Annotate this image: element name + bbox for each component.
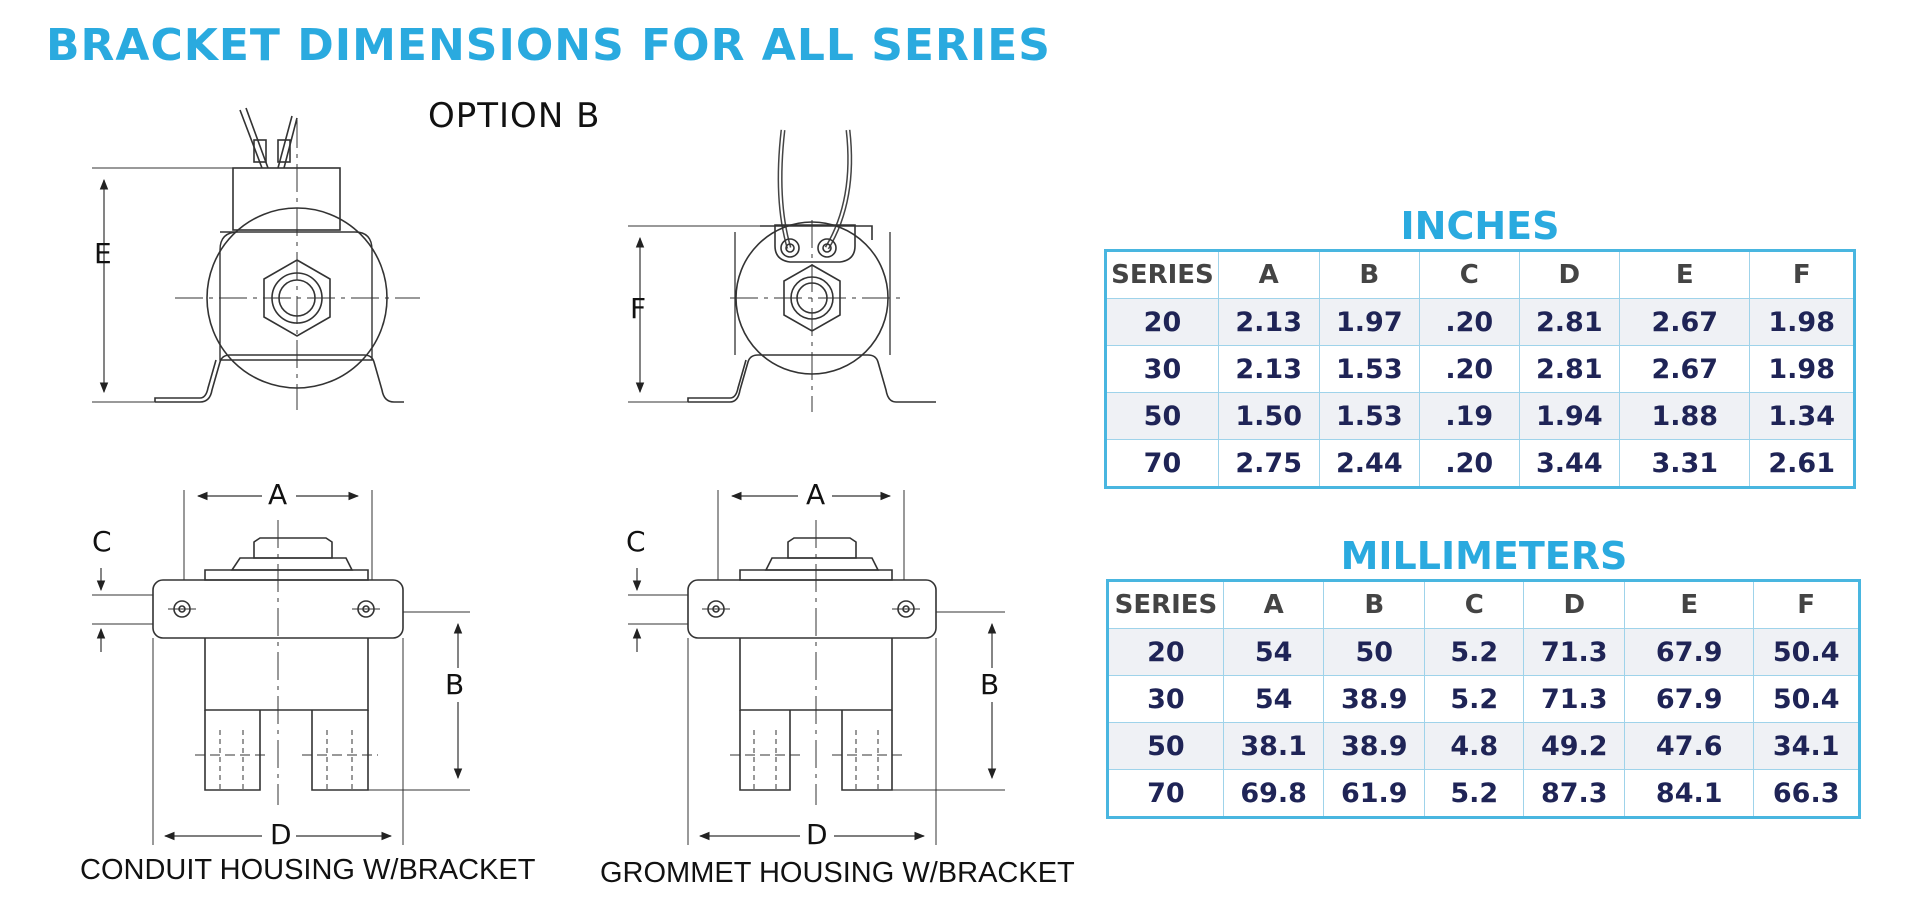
page-title: BRACKET DIMENSIONS FOR ALL SERIES <box>46 20 1051 71</box>
inches-header-row <box>1106 251 1855 299</box>
table-cell: 67.9 <box>1625 629 1754 676</box>
column-header: C <box>1420 251 1519 299</box>
table-cell: 2.44 <box>1319 440 1420 488</box>
conduit-front-label-d: D <box>270 818 292 851</box>
table-cell: 69.8 <box>1223 770 1324 818</box>
grommet-front-label-c: C <box>626 525 646 558</box>
table-row <box>1106 299 1855 346</box>
table-cell: 50.4 <box>1754 676 1860 723</box>
table-cell: 1.97 <box>1319 299 1420 346</box>
table-cell: 47.6 <box>1625 723 1754 770</box>
table-cell: 71.3 <box>1524 676 1625 723</box>
conduit-caption: CONDUIT HOUSING W/BRACKET <box>80 854 536 886</box>
table-cell: .19 <box>1420 393 1519 440</box>
column-header: D <box>1524 581 1625 629</box>
grommet-front-label-d: D <box>806 818 828 851</box>
table-cell: 1.34 <box>1750 393 1855 440</box>
table-cell: 50.4 <box>1754 629 1860 676</box>
table-cell: .20 <box>1420 440 1519 488</box>
table-cell: 49.2 <box>1524 723 1625 770</box>
table-cell: .20 <box>1420 346 1519 393</box>
table-cell: 1.98 <box>1750 346 1855 393</box>
column-header: SERIES <box>1108 581 1224 629</box>
table-cell: 5.2 <box>1425 770 1524 818</box>
column-header: E <box>1625 581 1754 629</box>
table-row <box>1106 346 1855 393</box>
table-cell: 1.50 <box>1218 393 1319 440</box>
conduit-front-label-c: C <box>92 525 112 558</box>
column-header: SERIES <box>1106 251 1219 299</box>
table-cell: 2.81 <box>1519 346 1620 393</box>
column-header: C <box>1425 581 1524 629</box>
column-header: A <box>1223 581 1324 629</box>
table-row <box>1108 770 1860 818</box>
table-cell: 71.3 <box>1524 629 1625 676</box>
table-cell: 2.67 <box>1620 299 1750 346</box>
table-cell: 20 <box>1106 299 1219 346</box>
table-cell: 67.9 <box>1625 676 1754 723</box>
table-cell: 66.3 <box>1754 770 1860 818</box>
table-row <box>1108 723 1860 770</box>
table-row <box>1106 440 1855 488</box>
grommet-side-label-f: F <box>630 292 647 325</box>
table-cell: 50 <box>1324 629 1425 676</box>
table-cell: 38.9 <box>1324 676 1425 723</box>
grommet-front-view <box>628 490 1005 845</box>
table-cell: 2.13 <box>1218 346 1319 393</box>
table-row <box>1108 629 1860 676</box>
millimeters-table <box>1106 579 1861 819</box>
conduit-front-view <box>92 490 470 845</box>
table-cell: 61.9 <box>1324 770 1425 818</box>
inches-heading: INCHES <box>1400 204 1560 248</box>
table-cell: 30 <box>1108 676 1224 723</box>
conduit-side-view <box>92 108 420 410</box>
table-cell: 4.8 <box>1425 723 1524 770</box>
column-header: B <box>1319 251 1420 299</box>
table-cell: 1.94 <box>1519 393 1620 440</box>
table-cell: 5.2 <box>1425 629 1524 676</box>
column-header: E <box>1620 251 1750 299</box>
grommet-caption: GROMMET HOUSING W/BRACKET <box>600 857 1075 889</box>
table-cell: 1.98 <box>1750 299 1855 346</box>
table-cell: 70 <box>1108 770 1224 818</box>
table-cell: 54 <box>1223 676 1324 723</box>
table-cell: 50 <box>1108 723 1224 770</box>
conduit-side-label-e: E <box>94 237 112 270</box>
table-cell: 38.1 <box>1223 723 1324 770</box>
table-cell: 34.1 <box>1754 723 1860 770</box>
inches-table <box>1104 249 1856 489</box>
conduit-front-label-b: B <box>445 668 465 701</box>
column-header: D <box>1519 251 1620 299</box>
table-row <box>1108 676 1860 723</box>
column-header: A <box>1218 251 1319 299</box>
table-cell: 54 <box>1223 629 1324 676</box>
grommet-front-label-b: B <box>980 668 1000 701</box>
table-cell: 70 <box>1106 440 1219 488</box>
millimeters-header-row <box>1108 581 1860 629</box>
table-cell: 20 <box>1108 629 1224 676</box>
table-cell: 1.53 <box>1319 346 1420 393</box>
table-cell: 38.9 <box>1324 723 1425 770</box>
table-cell: 2.61 <box>1750 440 1855 488</box>
conduit-front-label-a: A <box>268 478 288 511</box>
grommet-front-label-a: A <box>806 478 826 511</box>
table-cell: 50 <box>1106 393 1219 440</box>
table-cell: 87.3 <box>1524 770 1625 818</box>
table-cell: 84.1 <box>1625 770 1754 818</box>
table-cell: .20 <box>1420 299 1519 346</box>
table-cell: 2.81 <box>1519 299 1620 346</box>
table-cell: 2.13 <box>1218 299 1319 346</box>
table-cell: 3.31 <box>1620 440 1750 488</box>
column-header: B <box>1324 581 1425 629</box>
column-header: F <box>1754 581 1860 629</box>
grommet-side-view <box>628 130 936 412</box>
column-header: F <box>1750 251 1855 299</box>
table-cell: 1.53 <box>1319 393 1420 440</box>
table-cell: 3.44 <box>1519 440 1620 488</box>
table-row <box>1106 393 1855 440</box>
millimeters-heading: MILLIMETERS <box>1340 534 1628 578</box>
table-cell: 30 <box>1106 346 1219 393</box>
table-cell: 5.2 <box>1425 676 1524 723</box>
option-label: OPTION B <box>428 96 601 136</box>
table-cell: 2.75 <box>1218 440 1319 488</box>
table-cell: 1.88 <box>1620 393 1750 440</box>
table-cell: 2.67 <box>1620 346 1750 393</box>
